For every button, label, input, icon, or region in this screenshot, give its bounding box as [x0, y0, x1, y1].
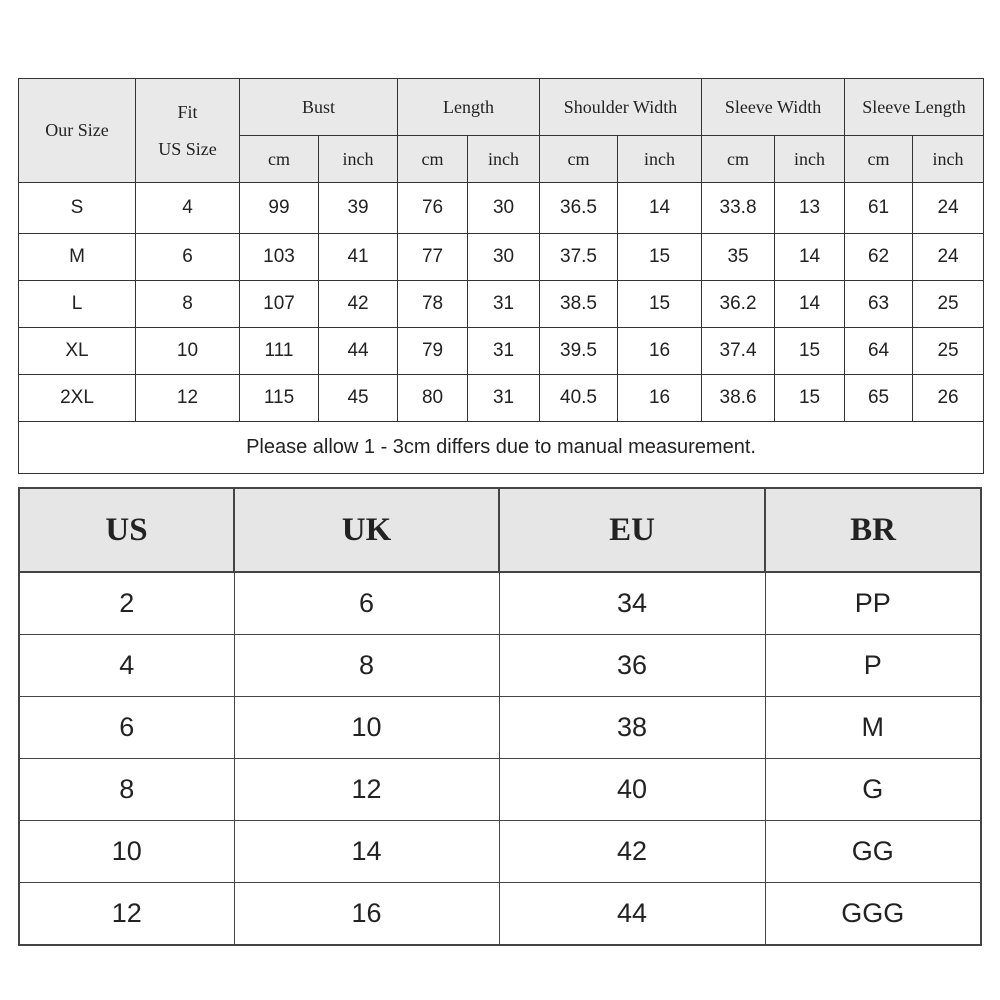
our-size-cell: XL	[19, 328, 136, 375]
our-size-cell: S	[19, 183, 136, 234]
sleeve-width-cm-cell: 35	[702, 234, 775, 281]
sleeve-length-cm-cell: 64	[845, 328, 913, 375]
us-size-cell: 6	[136, 234, 240, 281]
shoulder-width-header: Shoulder Width	[540, 79, 702, 136]
us-size-cell: 10	[136, 328, 240, 375]
our-size-cell: M	[19, 234, 136, 281]
unit-cm-header: cm	[398, 136, 468, 183]
sleeve-width-inch-cell: 14	[775, 234, 845, 281]
unit-inch-header: inch	[319, 136, 398, 183]
us-size-cell: 8	[19, 759, 234, 821]
conversion-row	[19, 697, 981, 759]
sleeve-width-inch-cell: 15	[775, 375, 845, 422]
unit-inch-header: inch	[618, 136, 702, 183]
us-size-cell: 10	[19, 821, 234, 883]
bust-cm-cell: 103	[240, 234, 319, 281]
sleeve-length-cm-cell: 65	[845, 375, 913, 422]
length-header: Length	[398, 79, 540, 136]
us-size-cell: 8	[136, 281, 240, 328]
unit-inch-header: inch	[775, 136, 845, 183]
bust-inch-cell: 41	[319, 234, 398, 281]
size-row	[19, 328, 984, 375]
size-row	[19, 375, 984, 422]
sleeve-width-cm-cell: 37.4	[702, 328, 775, 375]
eu-size-cell: 40	[499, 759, 765, 821]
conversion-row	[19, 821, 981, 883]
measurement-note: Please allow 1 - 3cm differs due to manual measurement.	[19, 422, 984, 474]
us-size-cell: 12	[19, 883, 234, 946]
sleeve-length-inch-cell: 25	[913, 328, 984, 375]
size-row	[19, 281, 984, 328]
bust-cm-cell: 99	[240, 183, 319, 234]
bust-cm-cell: 107	[240, 281, 319, 328]
br-header: BR	[765, 488, 981, 572]
sleeve-length-cm-cell: 63	[845, 281, 913, 328]
sleeve-width-inch-cell: 14	[775, 281, 845, 328]
eu-size-cell: 42	[499, 821, 765, 883]
shoulder-inch-cell: 16	[618, 375, 702, 422]
sleeve-length-inch-cell: 24	[913, 183, 984, 234]
length-inch-cell: 31	[468, 328, 540, 375]
sleeve-length-inch-cell: 24	[913, 234, 984, 281]
shoulder-cm-cell: 36.5	[540, 183, 618, 234]
sleeve-length-inch-cell: 25	[913, 281, 984, 328]
length-inch-cell: 30	[468, 183, 540, 234]
size-conversion-table	[18, 487, 982, 946]
uk-size-cell: 16	[234, 883, 499, 946]
unit-cm-header: cm	[845, 136, 913, 183]
sleeve-length-cm-cell: 62	[845, 234, 913, 281]
unit-cm-header: cm	[540, 136, 618, 183]
length-cm-cell: 80	[398, 375, 468, 422]
bust-inch-cell: 39	[319, 183, 398, 234]
size-row	[19, 234, 984, 281]
bust-header: Bust	[240, 79, 398, 136]
br-size-cell: PP	[765, 572, 981, 635]
br-size-cell: P	[765, 635, 981, 697]
size-row	[19, 183, 984, 234]
unit-inch-header: inch	[468, 136, 540, 183]
eu-size-cell: 44	[499, 883, 765, 946]
conversion-chart-body	[19, 572, 981, 945]
br-size-cell: M	[765, 697, 981, 759]
shoulder-inch-cell: 16	[618, 328, 702, 375]
sleeve-length-cm-cell: 61	[845, 183, 913, 234]
uk-size-cell: 10	[234, 697, 499, 759]
bust-inch-cell: 45	[319, 375, 398, 422]
eu-header: EU	[499, 488, 765, 572]
our-size-cell: 2XL	[19, 375, 136, 422]
unit-cm-header: cm	[702, 136, 775, 183]
length-inch-cell: 31	[468, 281, 540, 328]
length-cm-cell: 76	[398, 183, 468, 234]
fit-header-line2: US Size	[158, 138, 217, 159]
shoulder-cm-cell: 37.5	[540, 234, 618, 281]
us-size-cell: 4	[19, 635, 234, 697]
size-chart-body	[19, 183, 984, 422]
our-size-cell: L	[19, 281, 136, 328]
eu-size-cell: 34	[499, 572, 765, 635]
shoulder-cm-cell: 40.5	[540, 375, 618, 422]
shoulder-inch-cell: 15	[618, 234, 702, 281]
shoulder-inch-cell: 14	[618, 183, 702, 234]
sleeve-width-inch-cell: 13	[775, 183, 845, 234]
conversion-row	[19, 759, 981, 821]
shoulder-cm-cell: 38.5	[540, 281, 618, 328]
unit-cm-header: cm	[240, 136, 319, 183]
sleeve-width-cm-cell: 33.8	[702, 183, 775, 234]
sleeve-width-cm-cell: 38.6	[702, 375, 775, 422]
length-inch-cell: 31	[468, 375, 540, 422]
br-size-cell: G	[765, 759, 981, 821]
us-size-cell: 2	[19, 572, 234, 635]
size-chart-table	[18, 78, 984, 474]
fit-us-size-header	[136, 79, 240, 183]
length-inch-cell: 30	[468, 234, 540, 281]
uk-size-cell: 14	[234, 821, 499, 883]
sleeve-length-inch-cell: 26	[913, 375, 984, 422]
eu-size-cell: 36	[499, 635, 765, 697]
unit-inch-header: inch	[913, 136, 984, 183]
bust-inch-cell: 42	[319, 281, 398, 328]
uk-size-cell: 12	[234, 759, 499, 821]
length-cm-cell: 78	[398, 281, 468, 328]
us-size-cell: 12	[136, 375, 240, 422]
conversion-row	[19, 883, 981, 946]
shoulder-inch-cell: 15	[618, 281, 702, 328]
br-size-cell: GGG	[765, 883, 981, 946]
conversion-row	[19, 635, 981, 697]
us-header: US	[19, 488, 234, 572]
uk-header: UK	[234, 488, 499, 572]
our-size-header: Our Size	[19, 79, 136, 183]
us-size-cell: 4	[136, 183, 240, 234]
bust-cm-cell: 115	[240, 375, 319, 422]
fit-header-line1: Fit	[177, 101, 198, 122]
sleeve-length-header: Sleeve Length	[845, 79, 984, 136]
shoulder-cm-cell: 39.5	[540, 328, 618, 375]
sleeve-width-header: Sleeve Width	[702, 79, 845, 136]
length-cm-cell: 79	[398, 328, 468, 375]
br-size-cell: GG	[765, 821, 981, 883]
sleeve-width-inch-cell: 15	[775, 328, 845, 375]
us-size-cell: 6	[19, 697, 234, 759]
sleeve-width-cm-cell: 36.2	[702, 281, 775, 328]
eu-size-cell: 38	[499, 697, 765, 759]
bust-inch-cell: 44	[319, 328, 398, 375]
uk-size-cell: 6	[234, 572, 499, 635]
uk-size-cell: 8	[234, 635, 499, 697]
length-cm-cell: 77	[398, 234, 468, 281]
bust-cm-cell: 111	[240, 328, 319, 375]
conversion-row	[19, 572, 981, 635]
